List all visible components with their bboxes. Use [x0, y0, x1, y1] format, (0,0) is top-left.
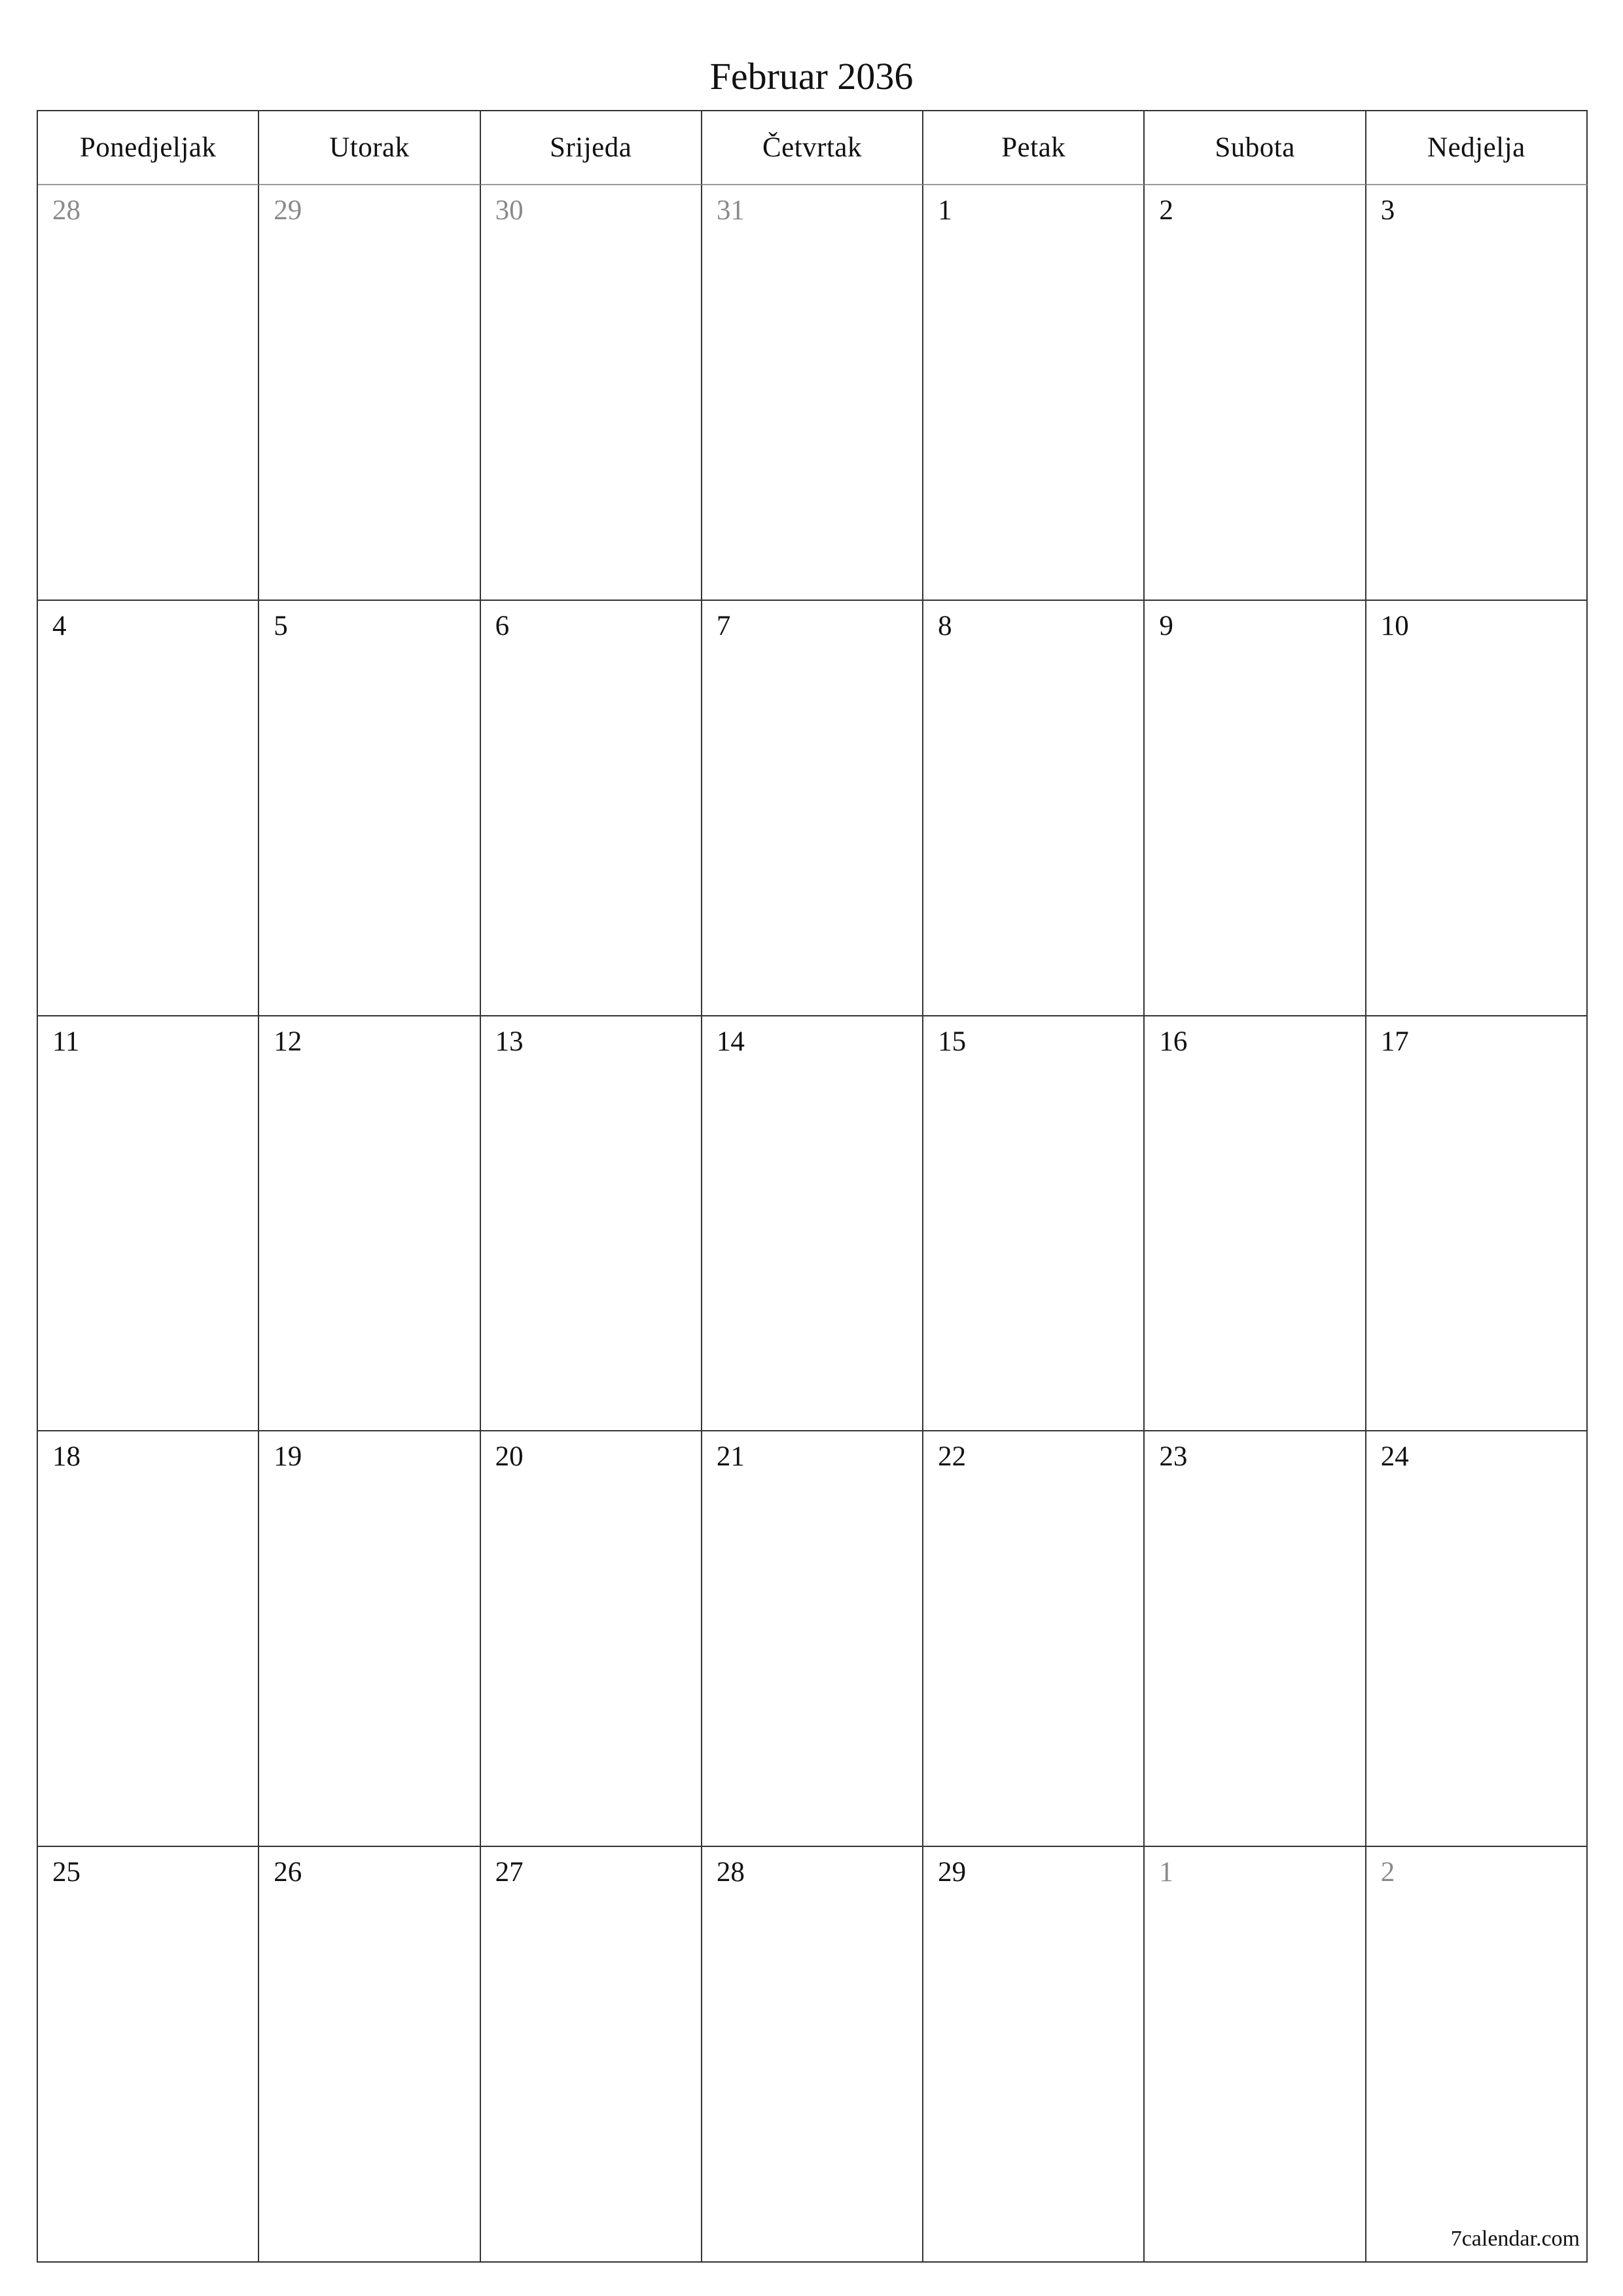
day-number: 31 — [716, 195, 745, 226]
day-number: 7 — [716, 610, 731, 641]
calendar-day-cell — [702, 601, 923, 1016]
calendar-day-cell — [1366, 185, 1588, 601]
calendar-day-cell — [702, 1016, 923, 1432]
day-number: 24 — [1380, 1441, 1409, 1473]
calendar-day-cell — [38, 1016, 259, 1432]
calendar-day-cell — [1366, 1016, 1588, 1432]
day-number: 27 — [495, 1857, 524, 1888]
day-number: 21 — [716, 1441, 745, 1473]
calendar-day-cell — [481, 1847, 702, 2263]
calendar-day-cell — [481, 1431, 702, 1847]
day-number: 2 — [1159, 195, 1173, 226]
day-number: 29 — [938, 1857, 967, 1888]
day-number: 2 — [1380, 1857, 1395, 1888]
calendar-day-cell — [1366, 1431, 1588, 1847]
calendar-day-cell — [702, 1847, 923, 2263]
day-number: 29 — [274, 195, 302, 226]
day-number: 23 — [1159, 1441, 1188, 1473]
day-number: 22 — [938, 1441, 967, 1473]
day-number: 9 — [1159, 610, 1173, 641]
weekday-header-saturday: Subota — [1145, 111, 1366, 185]
weekday-header-sunday: Nedjelja — [1366, 111, 1588, 185]
day-number: 15 — [938, 1026, 967, 1057]
day-number: 25 — [52, 1857, 80, 1888]
calendar-day-cell — [702, 1431, 923, 1847]
calendar-day-cell — [259, 1431, 480, 1847]
weekday-header-tuesday: Utorak — [259, 111, 480, 185]
footer-brand: 7calendar.com — [1450, 2227, 1580, 2251]
day-number: 17 — [1380, 1026, 1409, 1057]
calendar-day-cell — [1145, 1016, 1366, 1432]
day-number: 4 — [52, 610, 67, 641]
calendar-day-cell — [1145, 601, 1366, 1016]
day-number: 16 — [1159, 1026, 1188, 1057]
day-number: 30 — [495, 195, 524, 226]
calendar-day-cell — [923, 185, 1145, 601]
day-number: 20 — [495, 1441, 524, 1473]
page-title: Februar 2036 — [709, 55, 914, 98]
weekday-header-wednesday: Srijeda — [481, 111, 702, 185]
calendar-day-cell — [923, 1431, 1145, 1847]
calendar-day-cell — [481, 1016, 702, 1432]
day-number: 11 — [52, 1026, 80, 1057]
calendar-day-cell — [1145, 185, 1366, 601]
day-number: 8 — [938, 610, 952, 641]
day-number: 12 — [274, 1026, 302, 1057]
day-number: 10 — [1380, 610, 1409, 641]
day-number: 1 — [938, 195, 952, 226]
calendar-day-cell — [1145, 1431, 1366, 1847]
calendar-day-cell — [259, 1016, 480, 1432]
day-number: 6 — [495, 610, 510, 641]
day-number: 13 — [495, 1026, 524, 1057]
calendar-day-cell — [259, 1847, 480, 2263]
calendar-grid — [37, 110, 1588, 2263]
calendar-day-cell — [923, 1847, 1145, 2263]
day-number: 14 — [716, 1026, 745, 1057]
calendar-day-cell — [923, 1016, 1145, 1432]
day-number: 1 — [1159, 1857, 1173, 1888]
calendar-day-cell — [259, 185, 480, 601]
calendar-day-cell — [481, 601, 702, 1016]
calendar-day-cell — [702, 185, 923, 601]
calendar-day-cell — [38, 601, 259, 1016]
calendar-day-cell — [259, 601, 480, 1016]
day-number: 18 — [52, 1441, 80, 1473]
day-number: 5 — [274, 610, 288, 641]
calendar-day-cell — [1366, 601, 1588, 1016]
calendar-day-cell — [923, 601, 1145, 1016]
day-number: 19 — [274, 1441, 302, 1473]
calendar-day-cell — [1145, 1847, 1366, 2263]
calendar-day-cell — [481, 185, 702, 601]
calendar-day-cell — [38, 1431, 259, 1847]
day-number: 26 — [274, 1857, 302, 1888]
calendar-day-cell — [38, 185, 259, 601]
weekday-header-monday: Ponedjeljak — [38, 111, 259, 185]
weekday-header-thursday: Četvrtak — [702, 111, 923, 185]
day-number: 28 — [716, 1857, 745, 1888]
day-number: 3 — [1380, 195, 1395, 226]
calendar-day-cell — [1366, 1847, 1588, 2263]
calendar-day-cell — [38, 1847, 259, 2263]
weekday-header-friday: Petak — [923, 111, 1145, 185]
day-number: 28 — [52, 195, 80, 226]
